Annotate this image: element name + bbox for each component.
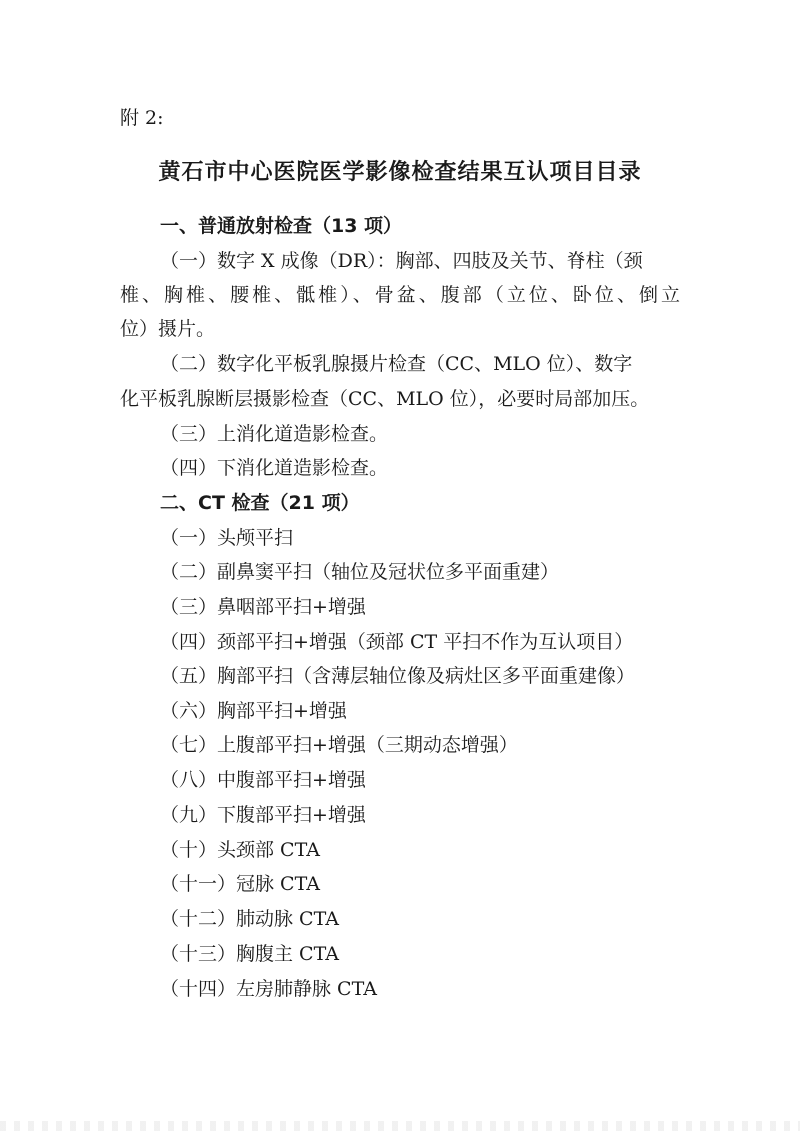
list-item: （三）上消化道造影检查。	[160, 423, 389, 445]
list-item: （一）头颅平扫	[160, 527, 294, 549]
list-item: （十一）冠脉 CTA	[160, 873, 320, 895]
list-item: （九）下腹部平扫+增强	[160, 804, 366, 826]
scan-edge-artifact	[0, 1121, 800, 1131]
list-item-line: （二）数字化平板乳腺摄片检查（CC、MLO 位）、数字	[160, 353, 633, 375]
list-item: （十四）左房肺静脉 CTA	[160, 978, 377, 1000]
annex-label: 附 2:	[120, 107, 164, 129]
section-heading-ct: 二、CT 检查（21 项）	[160, 492, 360, 514]
list-item: （四）颈部平扫+增强（颈部 CT 平扫不作为互认项目）	[160, 631, 634, 653]
list-item-line: 化平板乳腺断层摄影检查（CC、MLO 位），必要时局部加压。	[120, 388, 650, 410]
list-item: （二）副鼻窦平扫（轴位及冠状位多平面重建）	[160, 561, 560, 583]
list-item: （五）胸部平扫（含薄层轴位像及病灶区多平面重建像）	[160, 665, 636, 687]
list-item: （三）鼻咽部平扫+增强	[160, 596, 366, 618]
list-item-line: 位）摄片。	[120, 318, 216, 340]
list-item: （十）头颈部 CTA	[160, 839, 320, 861]
list-item: （七）上腹部平扫+增强（三期动态增强）	[160, 734, 518, 756]
list-item: （八）中腹部平扫+增强	[160, 769, 366, 791]
section-heading-general-radiography: 一、普通放射检查（13 项）	[160, 215, 403, 237]
document-title: 黄石市中心医院医学影像检查结果互认项目目录	[158, 159, 642, 185]
list-item-line: （一）数字 X 成像（DR）：胸部、四肢及关节、脊柱（颈	[160, 250, 643, 272]
list-item: （六）胸部平扫+增强	[160, 700, 347, 722]
list-item-line: 椎、胸椎、腰椎、骶椎）、骨盆、腹部（立位、卧位、倒立	[120, 284, 680, 306]
list-item: （十三）胸腹主 CTA	[160, 943, 339, 965]
list-item: （四）下消化道造影检查。	[160, 457, 389, 479]
list-item: （十二）肺动脉 CTA	[160, 908, 339, 930]
